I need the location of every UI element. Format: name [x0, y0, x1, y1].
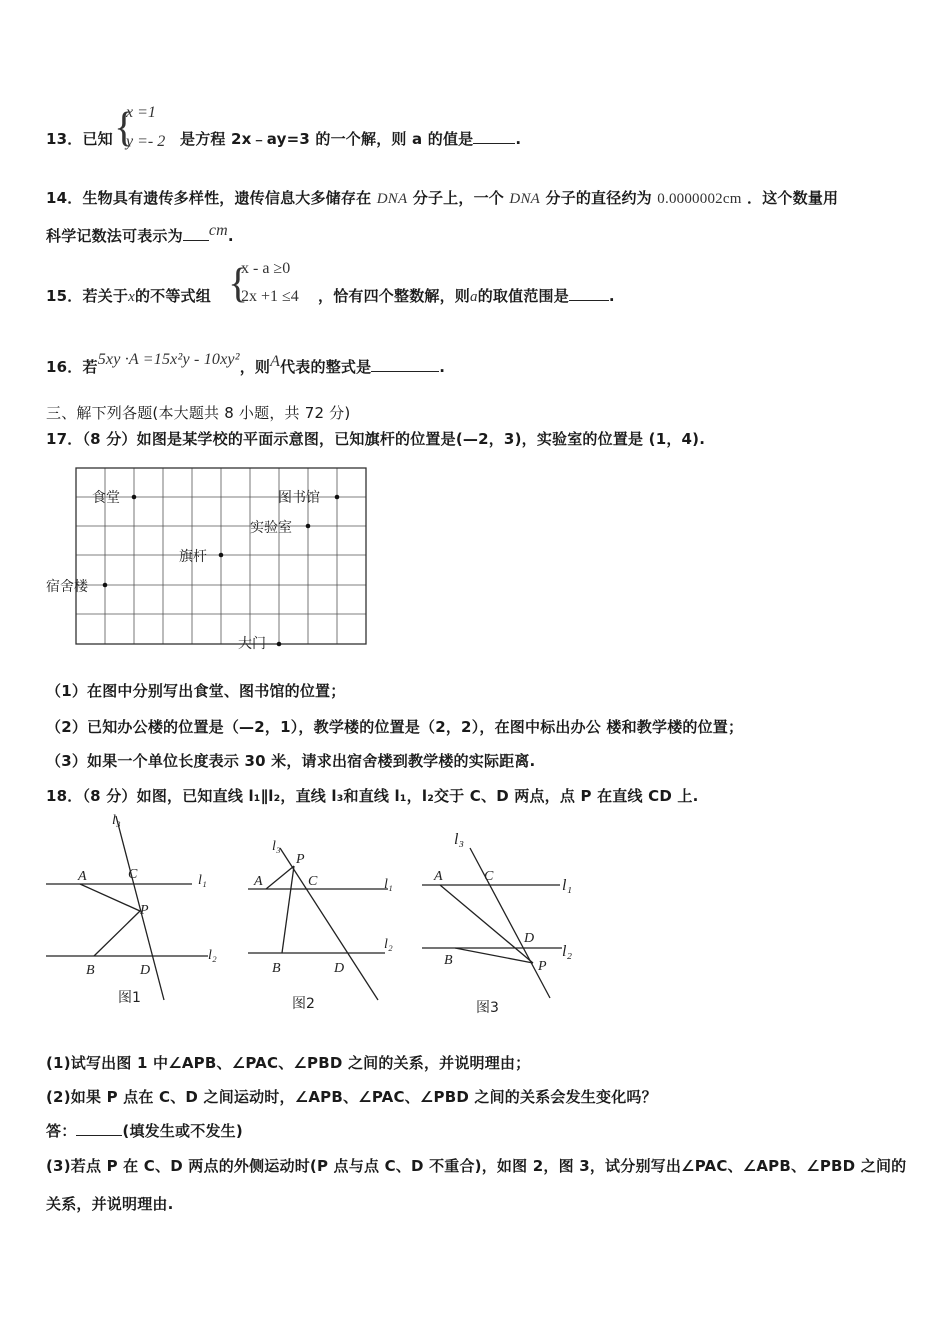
q17-sub2: （2）已知办公楼的位置是（—2，1），教学楼的位置是（2，2），在图中标出办公 楼和教学楼的位置； — [46, 718, 744, 736]
fig2-label-b: B — [272, 961, 281, 976]
q15-text4: 的取值范围是 — [477, 287, 569, 305]
q14-line1 — [46, 187, 838, 208]
q15-var-x: x — [128, 289, 135, 305]
gate-point — [277, 642, 282, 647]
label-library: 图书馆 — [278, 490, 320, 506]
label-cafeteria: 食堂 — [92, 490, 120, 506]
fig1-caption: 图1 — [118, 990, 141, 1006]
fig2-label-d: D — [334, 961, 345, 976]
q13-line — [46, 128, 113, 149]
q16-text3: 代表的整式是 — [280, 358, 372, 376]
fig2-label-c: C — [308, 874, 318, 889]
fig2-label-l1: l₁ — [384, 877, 393, 892]
q17-intro: 17．（8 分）如图是某学校的平面示意图，已知旗杆的位置是(—2，3)，实验室的位置是 (1，4). — [46, 430, 706, 448]
q14-text4: ．这个数量用 — [747, 189, 839, 207]
fig2-caption: 图2 — [292, 996, 315, 1012]
fig2-label-p: P — [296, 852, 305, 867]
q15-text2: 的不等式组 — [134, 287, 211, 305]
lab-point — [306, 524, 311, 529]
q14-line2 — [46, 222, 234, 246]
fig1-label-c: C — [128, 867, 138, 882]
q13-number: 13．已知 — [46, 130, 113, 148]
q16-text2: ，则 — [239, 358, 271, 376]
fig3-label-l1: l₁ — [562, 877, 573, 894]
q15-answer-blank[interactable] — [569, 286, 609, 301]
q18-answer-line — [46, 1120, 243, 1141]
q16-var-a: A — [270, 353, 281, 370]
fig3-label-d: D — [524, 931, 535, 946]
fig1-label-b: B — [86, 963, 95, 978]
q15-line-cont — [318, 285, 615, 306]
q17-sub3: （3）如果一个单位长度表示 30 米，请求出宿舍楼到教学楼的实际距离. — [46, 752, 536, 770]
q18-figures — [40, 808, 600, 1023]
q17-school-grid — [40, 458, 380, 658]
label-gate: 大门 — [238, 636, 266, 652]
q14-answer-blank[interactable] — [183, 226, 209, 241]
q18-sub3-line2: 关系，并说明理由. — [46, 1195, 174, 1213]
q15-brace: { — [228, 261, 249, 307]
q18-answer-prefix: 答： — [46, 1122, 77, 1140]
q18-answer-hint: (填发生或不发生) — [122, 1122, 243, 1140]
q15-sys-line2: 2x +1 ≤4 — [241, 288, 299, 305]
q18-sub2: (2)如果 P 点在 C、D 之间运动时，∠APB、∠PAC、∠PBD 之间的关系会发生变化吗？ — [46, 1088, 657, 1106]
fig3-caption: 图3 — [476, 1000, 499, 1016]
fig1-label-l2: l₂ — [208, 948, 217, 963]
dorm-point — [103, 583, 108, 588]
cafeteria-point — [132, 495, 137, 500]
q14-text3: 分子的直径约为 — [545, 189, 652, 207]
q13-answer-blank[interactable] — [473, 129, 515, 144]
fig1-label-l1: l₁ — [198, 873, 207, 888]
q18-sub1: (1)试写出图 1 中∠APB、∠PAC、∠PBD 之间的关系，并说明理由； — [46, 1054, 531, 1072]
q16-line — [46, 351, 446, 377]
q14-number: 14．生物具有遗传多样性，遗传信息大多储存在 — [46, 189, 372, 207]
q13-end: . — [515, 130, 522, 148]
q16-number: 16．若 — [46, 358, 98, 376]
q15-sys-line1: x - a ≥0 — [241, 260, 291, 277]
label-dorm: 宿舍楼 — [46, 579, 88, 595]
q14-end: . — [227, 227, 234, 245]
q13-text-line — [180, 128, 521, 149]
q15-end: . — [608, 287, 615, 305]
q15-number: 15．若关于 — [46, 287, 129, 305]
q14-dna2: DNA — [509, 191, 541, 207]
q15-line — [46, 285, 211, 306]
q15-text3: ，恰有四个整数解，则 — [318, 287, 471, 305]
fig3-label-b: B — [444, 953, 453, 968]
q16-answer-blank[interactable] — [371, 357, 439, 372]
q14-line2-text: 科学记数法可表示为 — [46, 227, 183, 245]
fig1-label-d: D — [140, 963, 151, 978]
q14-dna1: DNA — [376, 191, 408, 207]
q18-answer-blank[interactable] — [76, 1121, 122, 1136]
q16-end: . — [439, 358, 446, 376]
fig2-label-l3: l₃ — [272, 839, 281, 854]
fig1-label-p: P — [140, 903, 149, 918]
q14-unit: cm — [208, 222, 228, 239]
q17-sub1: （1）在图中分别写出食堂、图书馆的位置； — [46, 682, 346, 700]
flagpole-point — [219, 553, 224, 558]
fig3-label-c: C — [484, 869, 494, 884]
q13-sys-line2: y =- 2 — [126, 133, 166, 150]
q13-brace: { — [114, 105, 135, 151]
q18-sub3-line1: (3)若点 P 在 C、D 两点的外侧运动时(P 点与点 C、D 不重合)，如图 2，图 3，试分别写出∠PAC、∠APB、∠PBD 之间的 — [46, 1157, 907, 1175]
q16-expression: 5xy ·A =15x²y - 10xy² — [97, 351, 240, 368]
fig2-label-l2: l₂ — [384, 937, 393, 952]
fig2-label-a: A — [254, 874, 263, 889]
fig3-label-l2: l₂ — [562, 943, 573, 960]
section3-title: 三、解下列各题(本大题共 8 小题，共 72 分) — [46, 404, 351, 422]
q14-text2: 分子上，一个 — [412, 189, 504, 207]
q13-text: 是方程 2x﹣ay=3 的一个解，则 a 的值是 — [180, 130, 474, 148]
q18-intro: 18．（8 分）如图，已知直线 l₁∥l₂，直线 l₃和直线 l₁，l₂交于 C、D 两点，点 P 在直线 CD 上. — [46, 787, 699, 805]
fig3-label-p: P — [538, 959, 547, 974]
fig1-label-a: A — [78, 869, 87, 884]
fig3-label-l3: l₃ — [454, 831, 465, 848]
label-lab: 实验室 — [250, 520, 292, 536]
fig3-label-a: A — [434, 869, 443, 884]
q14-value: 0.0000002cm — [657, 191, 742, 207]
q15-var-a: a — [470, 289, 478, 305]
fig1-label-l3: l₃ — [112, 813, 121, 828]
q13-sys-line1: x =1 — [126, 104, 156, 121]
label-flagpole: 旗杆 — [179, 549, 207, 565]
library-point — [335, 495, 340, 500]
